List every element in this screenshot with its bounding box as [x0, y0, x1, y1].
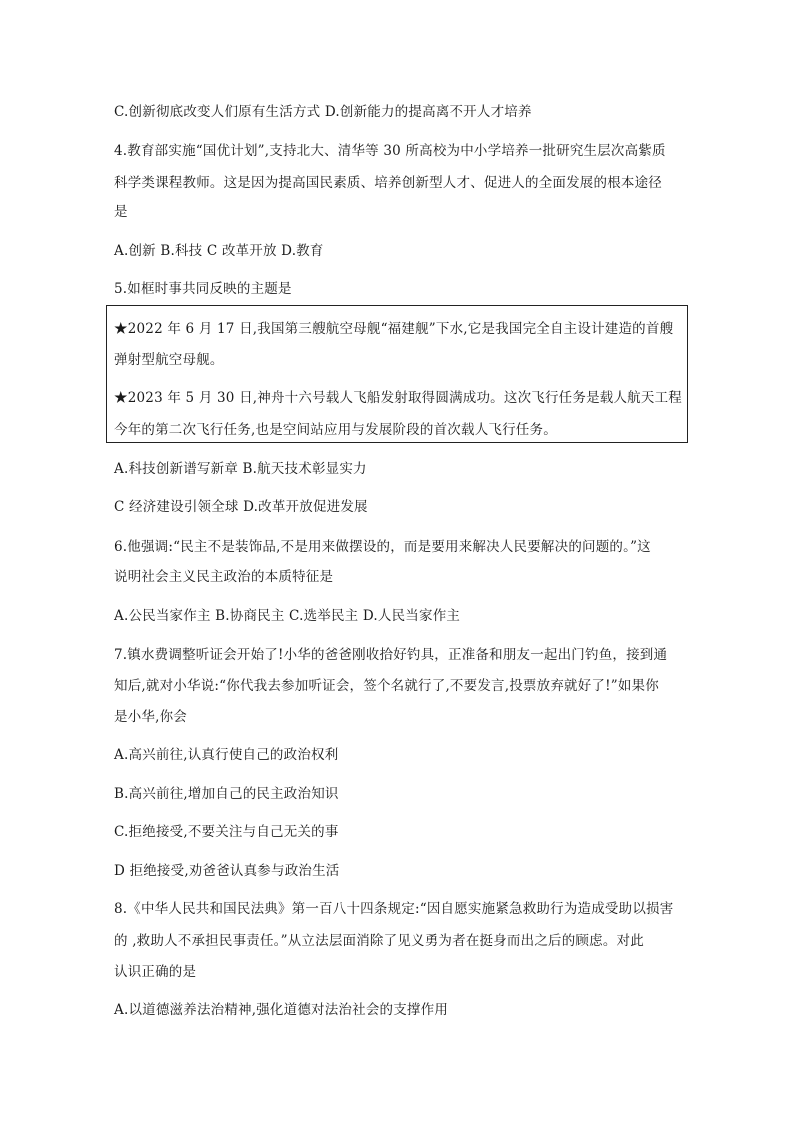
q7-option-a: A.高兴前往,认真行使自己的政治权利 [114, 747, 339, 763]
q8-option-a: A.以道德滋养法治精神,强化道德对法治社会的支撑作用 [114, 1002, 449, 1018]
q7-option-b: B.高兴前往,增加自己的民主政治知识 [114, 786, 339, 802]
q5-news-item-2-line-1: ★2023 年 5 月 30 日,神舟十六号载人飞船发射取得圆满成功。这次飞行任务是载人航天工程 [114, 390, 682, 406]
q4-stem-line-3: 是 [114, 204, 128, 220]
q7-option-c: C.拒绝接受,不要关注与自己无关的事 [114, 824, 339, 840]
q6-stem-line-2: 说明社会主义民主政治的本质特征是 [114, 569, 334, 585]
q4-options: A.创新 B.科技 C 改革开放 D.教育 [114, 243, 324, 259]
q5-stem: 5.如框时事共同反映的主题是 [114, 281, 292, 297]
q7-stem-line-3: 是小华,你会 [114, 709, 187, 725]
q4-stem-line-2: 科学类课程教师。这是因为提高国民素质、培养创新型人才、促进人的全面发展的根本途径 [114, 175, 662, 191]
q6-stem-line-1: 6.他强调:“民主不是装饰品,不是用来做摆设的，而是要用来解决人民要解决的问题的。”这 [114, 539, 651, 555]
q5-news-item-2-line-2: 今年的第二次飞行任务,也是空间站应用与发展阶段的首次载人飞行任务。 [114, 422, 557, 438]
q8-stem-line-2: 的 ,救助人不承担民事责任。”从立法层面消除了见义勇为者在挺身而出之后的顾虑。对此 [114, 933, 644, 949]
q7-stem-line-2: 知后,就对小华说:“你代我去参加听证会，签个名就行了,不要发言,投票放弃就好了!”如果你 [114, 678, 659, 694]
q6-options: A.公民当家作主 B.协商民主 C.选举民主 D.人民当家作主 [114, 608, 461, 624]
q8-stem-line-3: 认识正确的是 [114, 964, 197, 980]
q5-options-ab: A.科技创新谱写新章 B.航天技术彰显实力 [114, 461, 367, 477]
q5-options-cd: C 经济建设引领全球 D.改革开放促进发展 [114, 499, 368, 515]
q5-news-item-1-line-1: ★2022 年 6 月 17 日,我国第三艘航空母舰“福建舰”下水,它是我国完全自主设计建造的首艘 [114, 321, 674, 337]
q7-stem-line-1: 7.镇水费调整听证会开始了!小华的爸爸刚收拾好钓具，正准备和朋友一起出门钓鱼，接到通 [114, 647, 668, 663]
q7-option-d: D 拒绝接受,劝爸爸认真参与政治生活 [114, 863, 340, 879]
q5-news-item-1-line-2: 弹射型航空母舰。 [114, 352, 224, 368]
q8-stem-line-1: 8.《中华人民共和国民法典》第一百八十四条规定:“因自愿实施紧急救助行为造成受助以损害 [114, 901, 674, 917]
q3-option-cd: C.创新彻底改变人们原有生活方式 D.创新能力的提高离不开人才培养 [114, 104, 532, 120]
q4-stem-line-1: 4.教育部实施“国优计划”,支持北大、清华等 30 所高校为中小学培养一批研究生层次高紫质 [114, 143, 666, 159]
